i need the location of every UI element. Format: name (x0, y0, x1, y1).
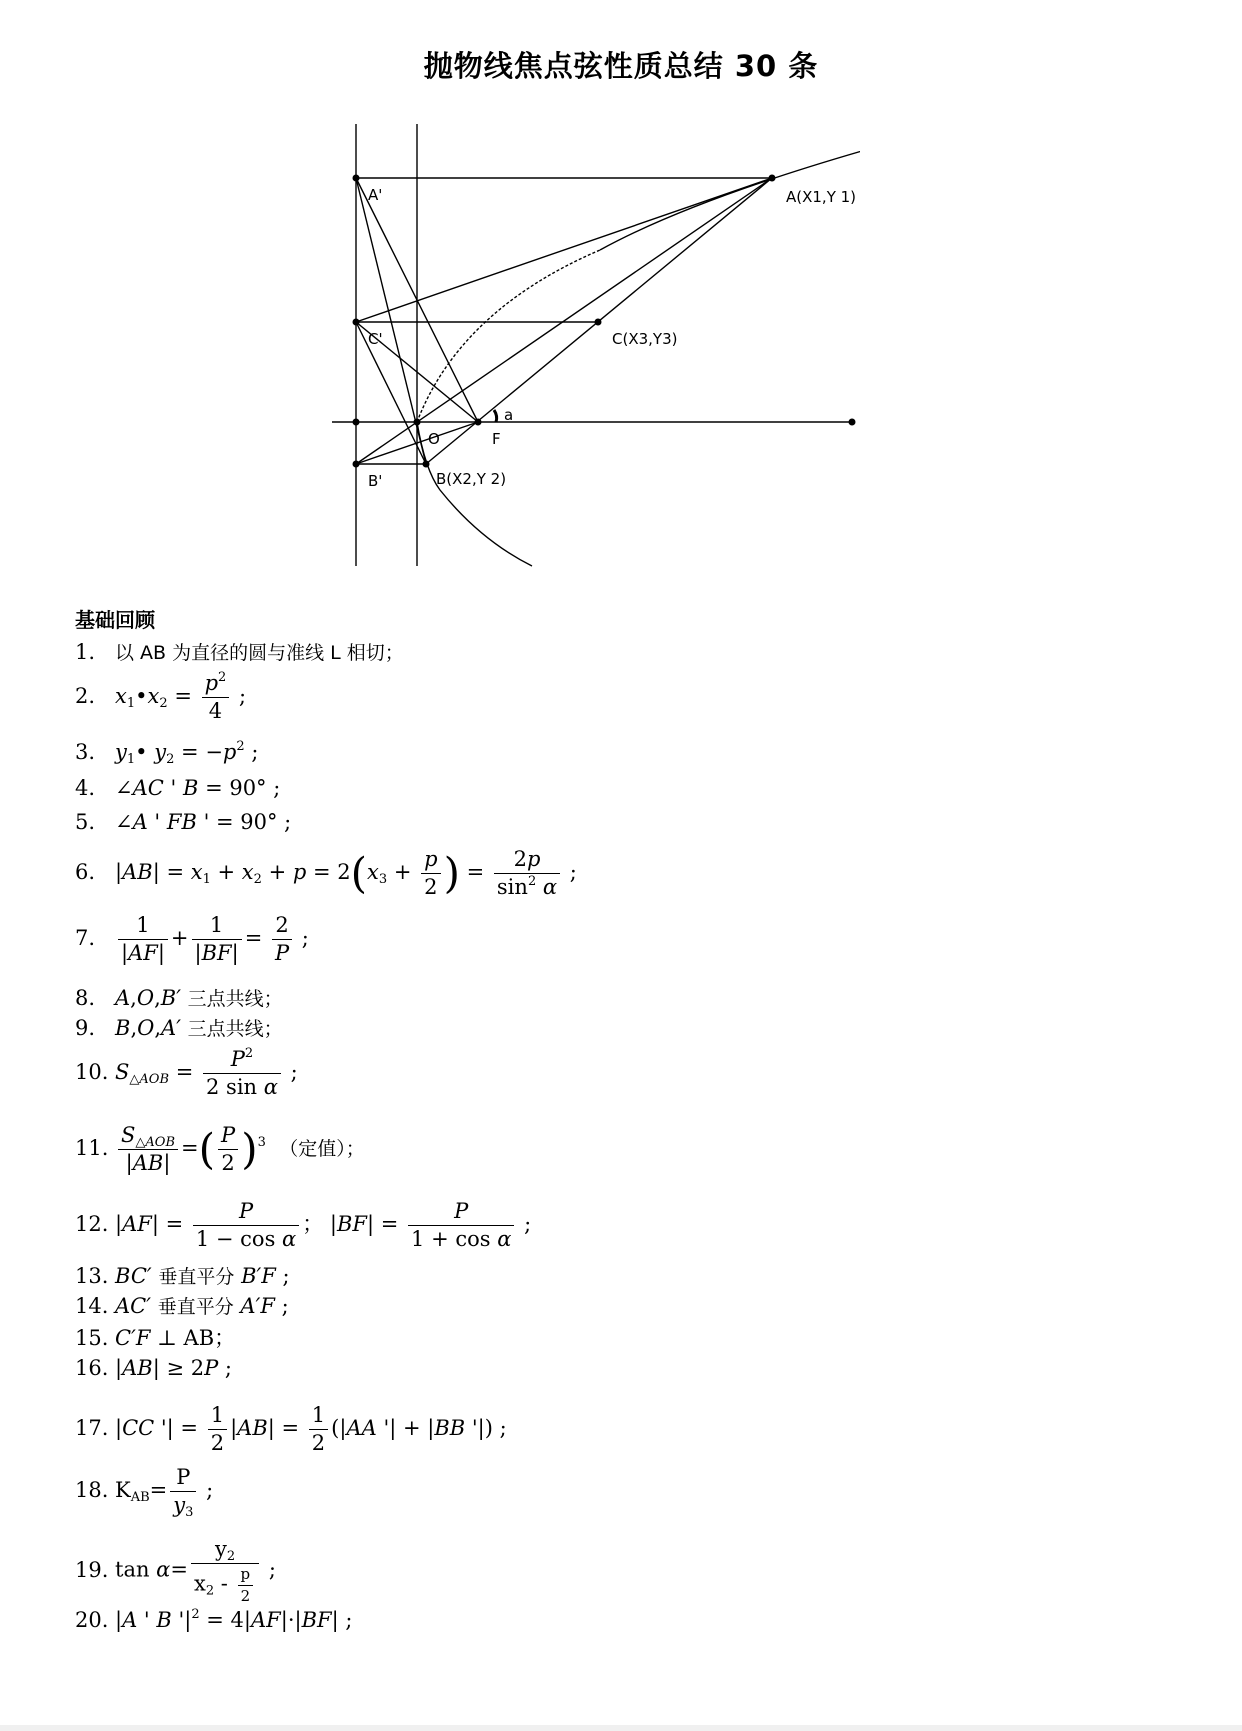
property-5: 5. ∠A ' FB ' = 90° ; (75, 810, 292, 834)
property-3: 3. $y_1•$ $y_2 = -p^2$ ; (75, 738, 259, 767)
property-14: 14. AC′ 垂直平分 A′F ; (75, 1294, 289, 1318)
property-18: 18. $K_{AB}=$ $\frac{P}{y_3}$ ; (75, 1465, 214, 1520)
page-title: 抛物线焦点弦性质总结 30 条 (423, 49, 819, 83)
label-F: F (492, 430, 501, 448)
parabola-focal-chord-figure (300, 110, 860, 570)
label-A: A(X1,Y 1) (786, 188, 857, 206)
property-9: 9. B,O,A′ 三点共线； (75, 1016, 283, 1040)
label-A-prime: A' (368, 186, 383, 204)
property-7: 7. $\frac{1}{|AF|}$ + $\frac{1}{|BF|}$ = $\frac{2}{P}$ ; (75, 913, 309, 966)
label-O: O (428, 430, 440, 448)
property-12: 12. |AF| = $\frac{P}{\text{1 − cos α}}$ ； |BF| = $\frac{P}{\text{1 + cos α}}$ ; (75, 1199, 532, 1252)
page-bottom-edge (0, 1725, 1242, 1731)
label-C-prime: C' (368, 330, 383, 348)
property-8: 8. A,O,B′ 三点共线； (75, 986, 283, 1010)
property-16: 16. |AB| ≥ 2P ; (75, 1356, 232, 1380)
property-10: 10. $S_{\triangle AOB}$ = $\frac{P^2}{\text{2 sin α}}$ ; (75, 1045, 298, 1100)
property-20: 20. |A ' B '$|^2 = 4|AF|\cdot|BF|$ ; (75, 1606, 353, 1632)
label-alpha: a (504, 406, 514, 424)
property-4: 4. ∠AC ' B = 90° ; (75, 776, 281, 800)
property-15: 15. C′F ⊥ AB； (75, 1326, 236, 1350)
property-13: 13. BC′ 垂直平分 B′F ; (75, 1264, 290, 1288)
section-heading: 基础回顾 (75, 608, 155, 632)
property-1: 1. 以 AB 为直径的圆与准线 L 相切； (75, 640, 404, 664)
label-B-prime: B' (368, 472, 383, 490)
property-6: 6. $|AB| = x_1 + x_2 + p = 2(x_3$ + $\frac{p}{2}$ ) = $\frac{2p}{\sin^2 \alpha}$ ; (75, 847, 577, 900)
label-B: B(X2,Y 2) (436, 470, 507, 488)
property-2: 2. $x_1•x_2$ = $\frac{p^2}{4}$ ; (75, 669, 247, 724)
property-19: 19. tan α= $y_2$ $x_2$ - $\frac{p}{2}$ ; (75, 1537, 276, 1605)
property-11: 11. $\frac{S_{\triangle AOB}}{|AB|}$ =( $\frac{P}{2}$ )$^3$ （定值）； (75, 1123, 365, 1176)
label-C: C(X3,Y3) (612, 330, 678, 348)
property-17: 17. |CC '| = $\frac{1}{2}$ |AB| = $\frac{1}{2}$ (|AA '| + |BB '|) ; (75, 1403, 507, 1456)
